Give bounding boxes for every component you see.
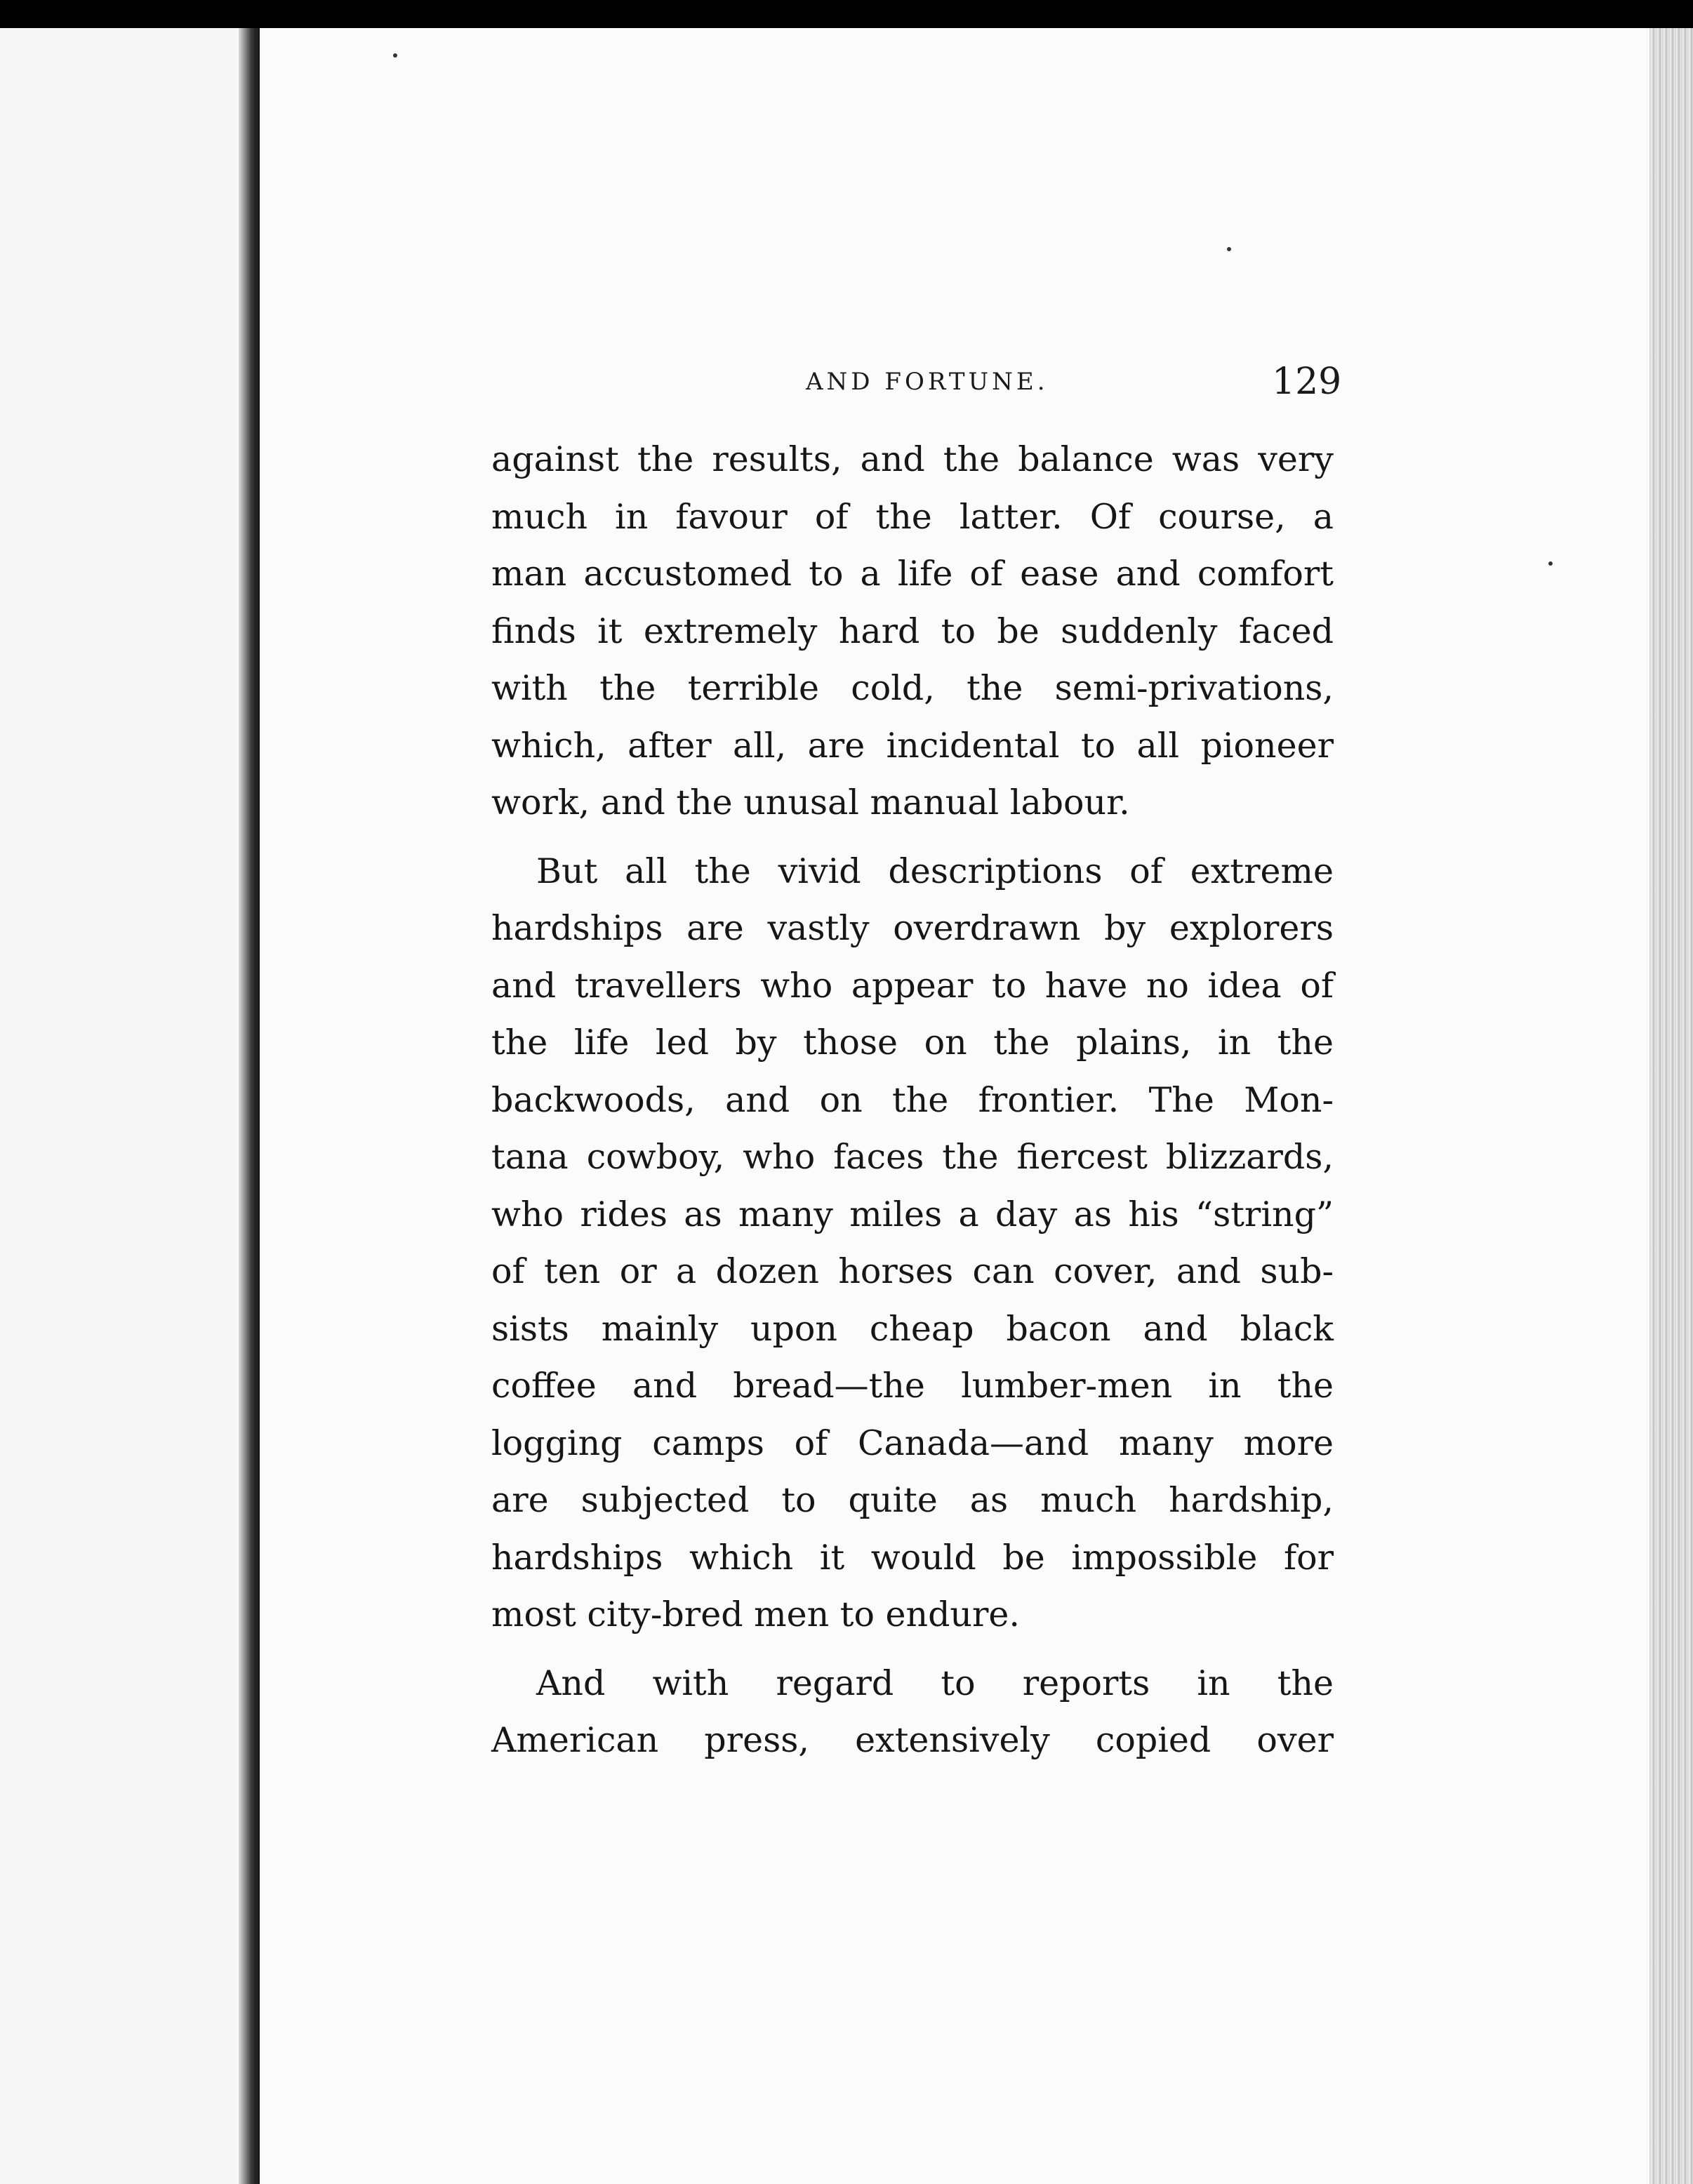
paper-speck [1227, 247, 1231, 251]
text-line: much in favour of the latter. Of course, a [491, 496, 1334, 537]
text-line: finds it extremely hard to be suddenly faced [491, 611, 1334, 651]
text-line: the life led by those on the plains, in the [491, 1023, 1334, 1063]
page-edge-stack [1649, 28, 1693, 2184]
text-line: with the terrible cold, the semi-privations, [491, 668, 1334, 708]
text-line: and travellers who appear to have no idea of [491, 965, 1334, 1006]
running-head: AND FORTUNE. [806, 368, 1049, 396]
text-line: American press, extensively copied over [491, 1720, 1334, 1760]
page-number: 129 [1272, 361, 1342, 403]
text-line: are subjected to quite as much hardship, [491, 1480, 1334, 1520]
text-line: hardships are vastly overdrawn by explorers [491, 908, 1334, 948]
text-line: against the results, and the balance was very [491, 439, 1334, 479]
text-line: logging camps of Canada—and many more [491, 1423, 1334, 1463]
text-line: sists mainly upon cheap bacon and black [491, 1308, 1334, 1349]
body-text [491, 431, 1334, 1769]
binding-line [254, 28, 258, 2184]
text-line: man accustomed to a life of ease and comfort [491, 554, 1334, 594]
text-line: hardships which it would be impossible for [491, 1537, 1334, 1578]
text-line: But all the vivid descriptions of extreme [536, 851, 1334, 891]
text-line: And with regard to reports in the [536, 1663, 1334, 1703]
paper-speck [1548, 561, 1553, 566]
text-line: which, after all, are incidental to all pioneer [491, 725, 1334, 766]
text-line: work, and the unusal manual labour. [491, 783, 1130, 823]
text-line: backwoods, and on the frontier. The Mon- [491, 1079, 1334, 1120]
text-line: most city-bred men to endure. [491, 1594, 1020, 1634]
text-line: of ten or a dozen horses can cover, and sub- [491, 1251, 1334, 1291]
facing-page-edge [0, 28, 247, 2184]
text-line: tana cowboy, who faces the fiercest blizzards, [491, 1137, 1334, 1177]
paper-speck [393, 53, 397, 58]
text-line: who rides as many miles a day as his “string” [491, 1194, 1334, 1234]
text-line: coffee and bread—the lumber-men in the [491, 1366, 1334, 1406]
